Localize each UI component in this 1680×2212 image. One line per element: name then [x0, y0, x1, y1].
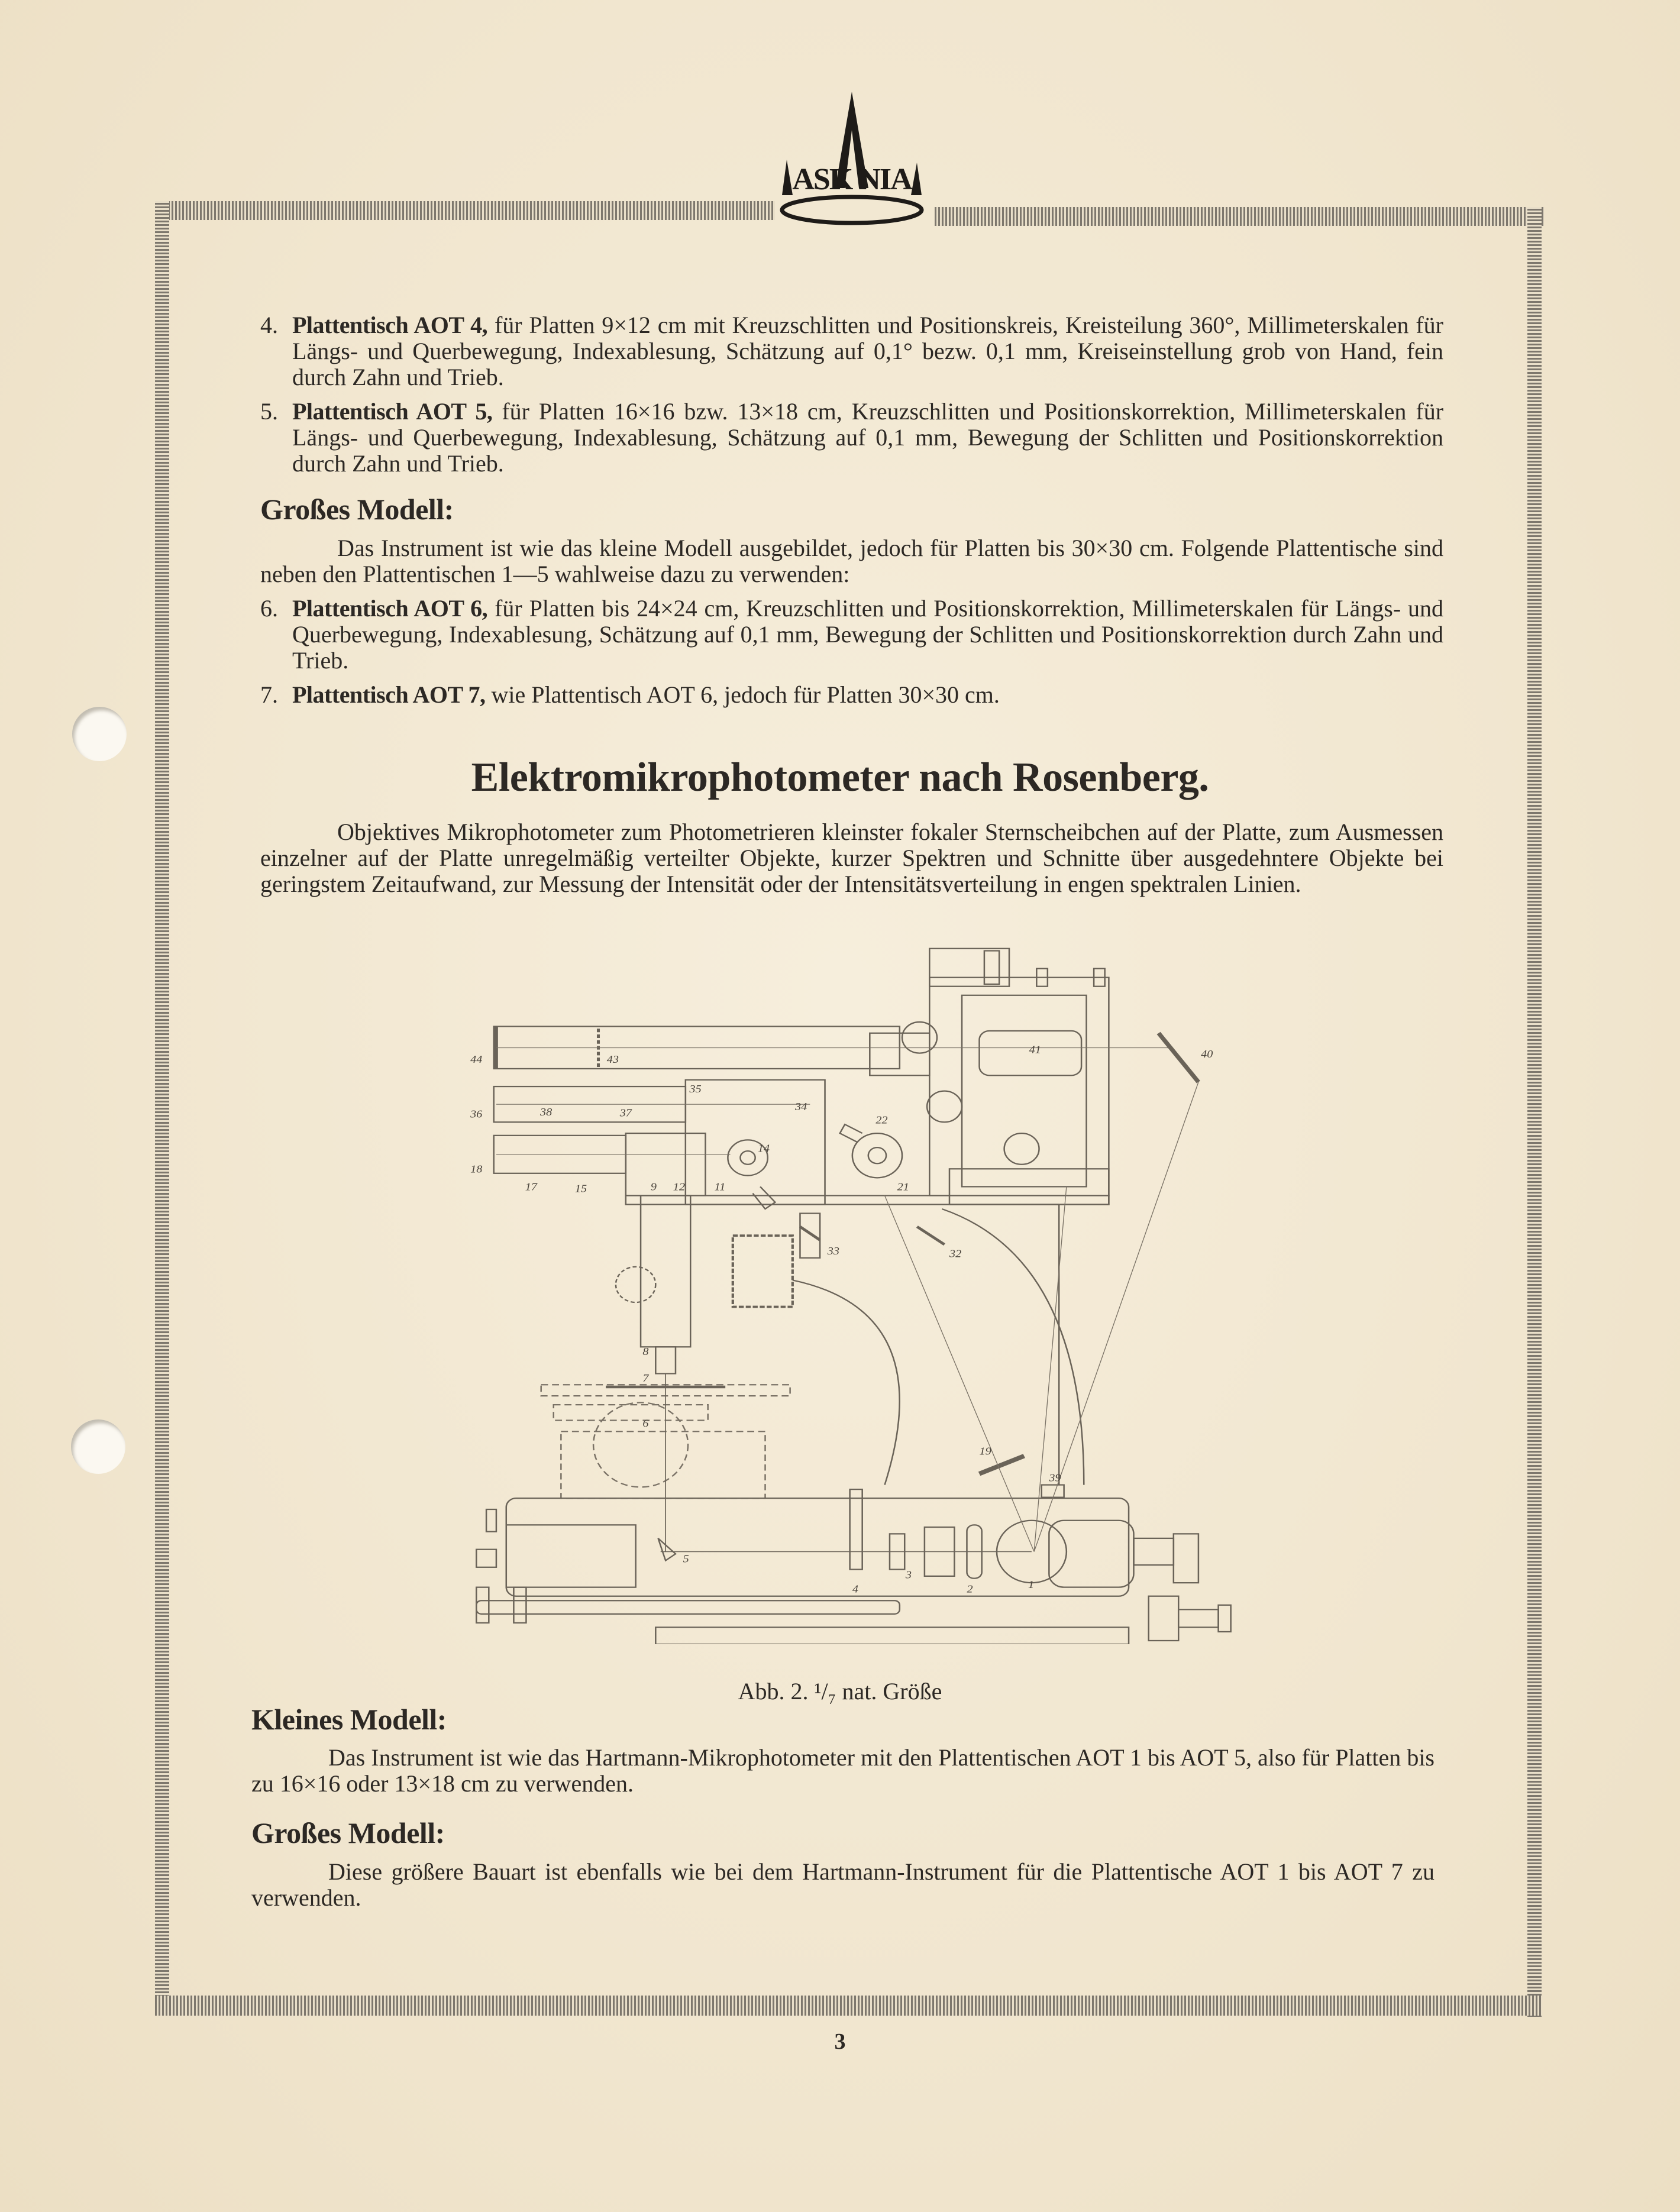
- grosses-modell-2-text: Diese größere Bauart ist ebenfalls wie bei dem Hartmann-Instrument für die Plattentische AOT 1 bis AOT 7 zu verwenden.: [251, 1858, 1435, 1911]
- diagram-label: 37: [619, 1107, 632, 1120]
- list-item: 5. Plattentisch AOT 5, für Platten 16×16 bzw. 13×18 cm, Kreuzschlitten und Positionskorrektion, Millimeterskalen für Längs- und Querbewegung, Indexablesung, Schätzung auf 0,1 mm, Bewegung der Schlitten und Positionskorrektion durch Zahn und Trieb.: [260, 398, 1444, 477]
- diagram-label: 7: [642, 1372, 649, 1385]
- diagram-label: 4: [852, 1583, 858, 1596]
- diagram-label: 17: [525, 1181, 537, 1194]
- diagram-label: 15: [574, 1183, 587, 1195]
- heading-grosses-modell-2: Großes Modell:: [251, 1816, 445, 1849]
- heading-kleines-modell: Kleines Modell:: [251, 1703, 447, 1736]
- diagram-label: 3: [905, 1569, 912, 1582]
- heading-grosses-modell: Großes Modell:: [260, 493, 454, 526]
- punch-hole: [72, 707, 127, 761]
- diagram-label: 40: [1201, 1049, 1213, 1060]
- punch-hole: [71, 1419, 125, 1474]
- diagram-label: 41: [1029, 1044, 1041, 1056]
- diagram-label: 36: [470, 1108, 483, 1121]
- list-item: 4. Plattentisch AOT 4, für Platten 9×12 cm mit Kreuzschlitten und Positionskreis, Kreisteilung 360°, Millimeterskalen für Längs- und Querbewegung, Indexablesung, Schätzung auf 0,1° bezw. 0,1 mm, Kreiseinstellung grob von Hand, fein durch Zahn und Trieb.: [260, 312, 1443, 390]
- diagram-label: 34: [795, 1101, 807, 1113]
- diagram-label: 19: [979, 1445, 991, 1458]
- items-top: [260, 312, 1443, 485]
- list-item: 6. Plattentisch AOT 6, für Platten bis 24×24 cm, Kreuzschlitten und Positionskorrektion, Millimeterskalen für Längs- und Querbewegung, Indexablesung, Schätzung auf 0,1 mm, Bewegung der Schlitten und Positionskorrektion durch Zahn und Trieb.: [260, 595, 1444, 674]
- top-border-right: [935, 207, 1544, 226]
- diagram-label: 33: [827, 1245, 839, 1257]
- diagram-label: 32: [949, 1248, 962, 1260]
- diagram-label: 44: [470, 1054, 483, 1066]
- left-border: [155, 201, 169, 2011]
- section-intro: Objektives Mikrophotometer zum Photometrieren kleinster fokaler Sternscheibchen auf der Platte, zum Ausmessen einzelner auf der Platte unregelmäßig verteilter Objekte, kurzer Spektren und Schnitte über ausgedehntere Objekte bei geringstem Zeitaufwand, zur Messung der Intensität oder der Intensitätsverteilung in engen spektralen Linien.: [260, 819, 1443, 897]
- kleines-modell-text: Das Instrument ist wie das Hartmann-Mikrophotometer mit den Plattentischen AOT 1 bis AOT 5, also für Platten bis zu 16×16 oder 13×18 cm zu verwenden.: [251, 1744, 1435, 1797]
- page-number: 3: [834, 2029, 846, 2054]
- diagram-label: 14: [757, 1143, 770, 1155]
- top-border-left: [161, 201, 775, 220]
- diagram-label: 11: [714, 1181, 726, 1194]
- right-border: [1527, 207, 1542, 2017]
- diagram-label: 6: [642, 1418, 649, 1430]
- diagram-label: 35: [689, 1083, 702, 1095]
- diagram-label: 43: [606, 1054, 619, 1066]
- diagram-label: 18: [470, 1163, 483, 1176]
- section-title: Elektromikrophotometer nach Rosenberg.: [471, 755, 1209, 800]
- grosses-modell-text: Das Instrument ist wie das kleine Modell ausgebildet, jedoch für Platten bis 30×30 cm. Folgende Plattentische sind neben den Plattentischen 1—5 wahlweise dazu zu verwenden: 6. Plattentisch AOT 6, für Platten bis 24×24 cm, Kreuzschlitten und Positionskorrektion, Millimeterskalen für Längs- und Querbewegung, Indexablesung, Schätzung auf 0,1 mm, Bewegung der Schlitten und Positionskorrektion durch Zahn und Trieb. 7. Plattentisch AOT 7, wie Plattentisch AOT 6, jedoch für Platten 30×30 cm.: [260, 535, 1444, 708]
- diagram-label: 12: [673, 1181, 685, 1194]
- figure-caption: Abb. 2. ¹/₇ nat. Größe: [738, 1678, 942, 1705]
- diagram-label: 39: [1049, 1472, 1061, 1485]
- diagram-label: 22: [875, 1114, 888, 1127]
- instrument-diagram: [461, 946, 1242, 1644]
- diagram-label: 8: [642, 1346, 649, 1358]
- diagram-label: 21: [897, 1181, 909, 1194]
- diagram-label: 2: [967, 1583, 973, 1596]
- bottom-border: [155, 1996, 1542, 2016]
- diagram-label: 1: [1028, 1579, 1035, 1591]
- svg-text:ASK NIA: ASK NIA: [792, 163, 912, 196]
- askania-logo: [769, 89, 935, 231]
- diagram-label: 9: [650, 1181, 657, 1194]
- diagram-label: 38: [540, 1106, 553, 1118]
- list-item: 7. Plattentisch AOT 7, wie Plattentisch AOT 6, jedoch für Platten 30×30 cm.: [260, 681, 1000, 708]
- diagram-label: 5: [683, 1553, 689, 1566]
